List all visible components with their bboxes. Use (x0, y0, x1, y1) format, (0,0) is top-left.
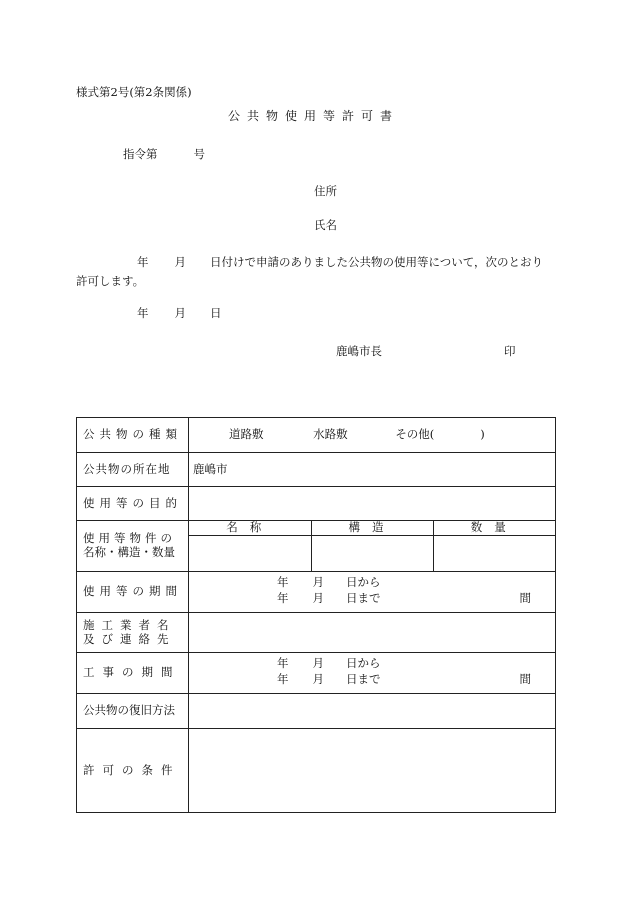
row-use-period (77, 572, 556, 613)
purpose-value[interactable] (189, 487, 556, 521)
items-structure-field[interactable] (311, 536, 433, 572)
seal-mark: 印 (504, 344, 516, 358)
items-name-field[interactable] (189, 536, 311, 572)
use-period-label: 使用等の期間 (77, 572, 189, 613)
issue-month: 月 (174, 306, 186, 320)
items-subtable (189, 521, 555, 571)
restore-value[interactable] (189, 694, 556, 729)
row-contractor (77, 613, 556, 653)
conditions-value[interactable] (189, 729, 556, 813)
items-header-quantity: 数量 (433, 521, 555, 536)
row-location (77, 453, 556, 487)
type-option-other[interactable]: その他( ) (395, 427, 485, 442)
permit-table (76, 417, 556, 813)
items-header-name: 名称 (189, 521, 311, 536)
restore-label: 公共物の復旧方法 (77, 694, 189, 729)
signer: 鹿嶋市長 (336, 344, 382, 358)
type-option-road[interactable]: 道路敷 (229, 427, 264, 442)
contractor-label: 施工業者名 及び連絡先 (77, 613, 189, 653)
purpose-label: 使用等の目的 (77, 487, 189, 521)
row-type (77, 418, 556, 453)
work-period-label: 工事の期間 (77, 653, 189, 694)
date-year: 年 (137, 255, 149, 269)
issue-year: 年 (137, 306, 149, 320)
items-subtable-cell (189, 521, 556, 572)
type-label: 公共物の種類 (77, 418, 189, 453)
conditions-label: 許可の条件 (77, 729, 189, 813)
order-number (123, 148, 205, 162)
row-purpose (77, 487, 556, 521)
items-label: 使用等物件の 名称・構造・数量 (77, 521, 189, 572)
work-period-to: 年 月 日まで (277, 672, 381, 686)
issue-date (137, 307, 222, 321)
type-option-waterway[interactable]: 水路敷 (313, 427, 348, 442)
use-period-value[interactable] (189, 572, 556, 613)
work-period-value[interactable] (189, 653, 556, 694)
issue-day: 日 (210, 306, 222, 320)
use-period-to: 年 月 日まで (277, 591, 381, 605)
row-items (77, 521, 556, 572)
location-label: 公共物の所在地 (77, 453, 189, 487)
address-label: 住所 (314, 184, 337, 198)
document-title: 公共物使用等許可書 (228, 109, 400, 123)
items-quantity-field[interactable] (433, 536, 555, 572)
order-suffix: 号 (193, 147, 205, 161)
items-header-structure: 構造 (311, 521, 433, 536)
date-month: 月 (174, 255, 186, 269)
name-label: 氏名 (314, 218, 337, 232)
row-work-period (77, 653, 556, 694)
contractor-value[interactable] (189, 613, 556, 653)
form-number: 様式第2号(第2条関係) (76, 85, 192, 99)
work-period-days: 間 (519, 672, 531, 686)
row-conditions (77, 729, 556, 813)
body-text: 日付けで申請のありました公共物の使用等について，次のとおり (210, 255, 544, 269)
row-restore (77, 694, 556, 729)
order-prefix: 指令第 (123, 147, 158, 161)
work-period-from: 年 月 日から (277, 656, 381, 670)
use-period-days: 間 (519, 591, 531, 605)
body-text-line1 (137, 256, 543, 270)
use-period-from: 年 月 日から (277, 575, 381, 589)
body-text-line2: 許可します。 (76, 274, 145, 288)
type-options (189, 418, 556, 453)
location-value[interactable]: 鹿嶋市 (189, 453, 556, 487)
